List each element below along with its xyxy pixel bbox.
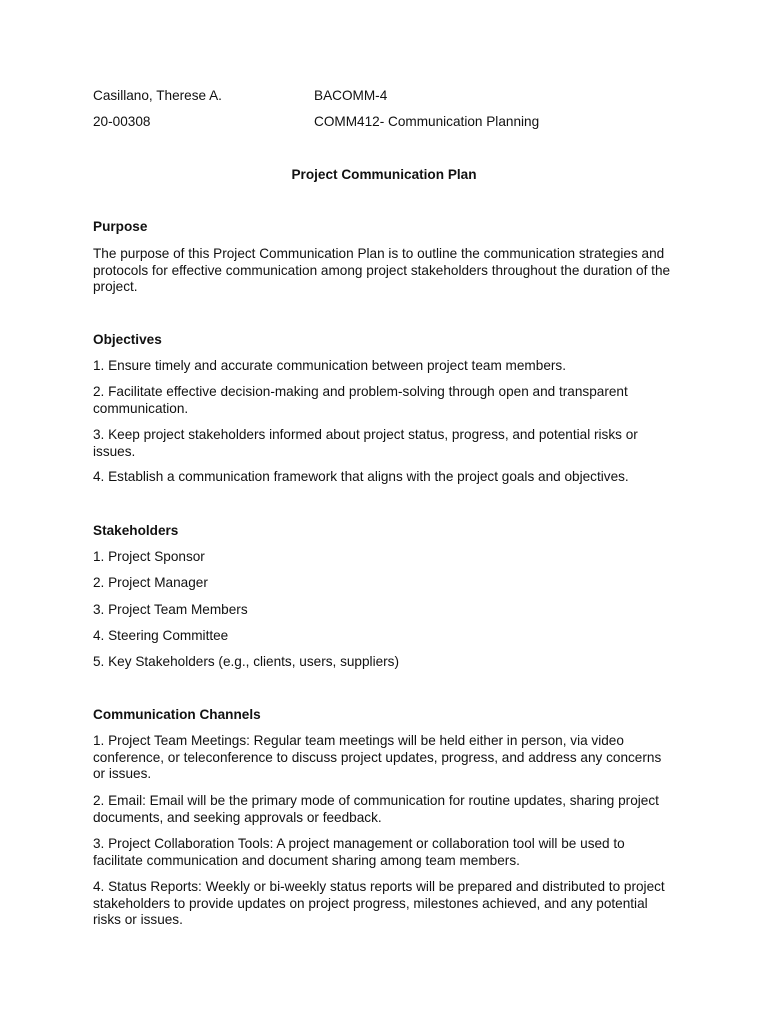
objective-item: 3. Keep project stakeholders informed about project status, progress, and potential risks or issues. [93, 427, 638, 459]
document-title: Project Communication Plan [291, 167, 477, 182]
purpose-heading: Purpose [93, 219, 148, 234]
stakeholder-item: 3. Project Team Members [93, 602, 248, 617]
objective-item: 2. Facilitate effective decision-making and problem-solving through open and transparent communication. [93, 384, 628, 416]
stakeholder-item: 4. Steering Committee [93, 628, 229, 643]
course-name: COMM412- Communication Planning [314, 114, 540, 129]
student-id: 20-00308 [93, 114, 151, 129]
objectives-heading: Objectives [93, 332, 162, 347]
objective-item: 1. Ensure timely and accurate communication between project team members. [93, 358, 566, 373]
channel-item: 2. Email: Email will be the primary mode of communication for routine updates, sharing project documents, and seeking approvals or feedback. [93, 793, 659, 825]
channel-item: 1. Project Team Meetings: Regular team meetings will be held either in person, via video conference, or teleconference to discuss project updates, progress, and address any concerns or issues. [93, 733, 662, 782]
stakeholder-item: 5. Key Stakeholders (e.g., clients, users, suppliers) [93, 654, 399, 669]
channel-item: 3. Project Collaboration Tools: A project management or collaboration tool will be used to facilitate communication and document sharing among team members. [93, 836, 625, 868]
stakeholder-item: 1. Project Sponsor [93, 549, 205, 564]
objective-item: 4. Establish a communication framework that aligns with the project goals and objectives. [93, 469, 629, 484]
stakeholder-item: 2. Project Manager [93, 575, 208, 590]
channels-heading: Communication Channels [93, 707, 261, 722]
stakeholders-heading: Stakeholders [93, 523, 179, 538]
program-code: BACOMM-4 [314, 88, 388, 103]
student-name: Casillano, Therese A. [93, 88, 222, 103]
channel-item: 4. Status Reports: Weekly or bi-weekly status reports will be prepared and distributed to project stakeholders to provide updates on project progress, milestones achieved, and any potential risks or issues. [93, 879, 665, 928]
purpose-text: The purpose of this Project Communication Plan is to outline the communication strategies and protocols for effective communication among project stakeholders throughout the duration of the project. [93, 246, 671, 295]
